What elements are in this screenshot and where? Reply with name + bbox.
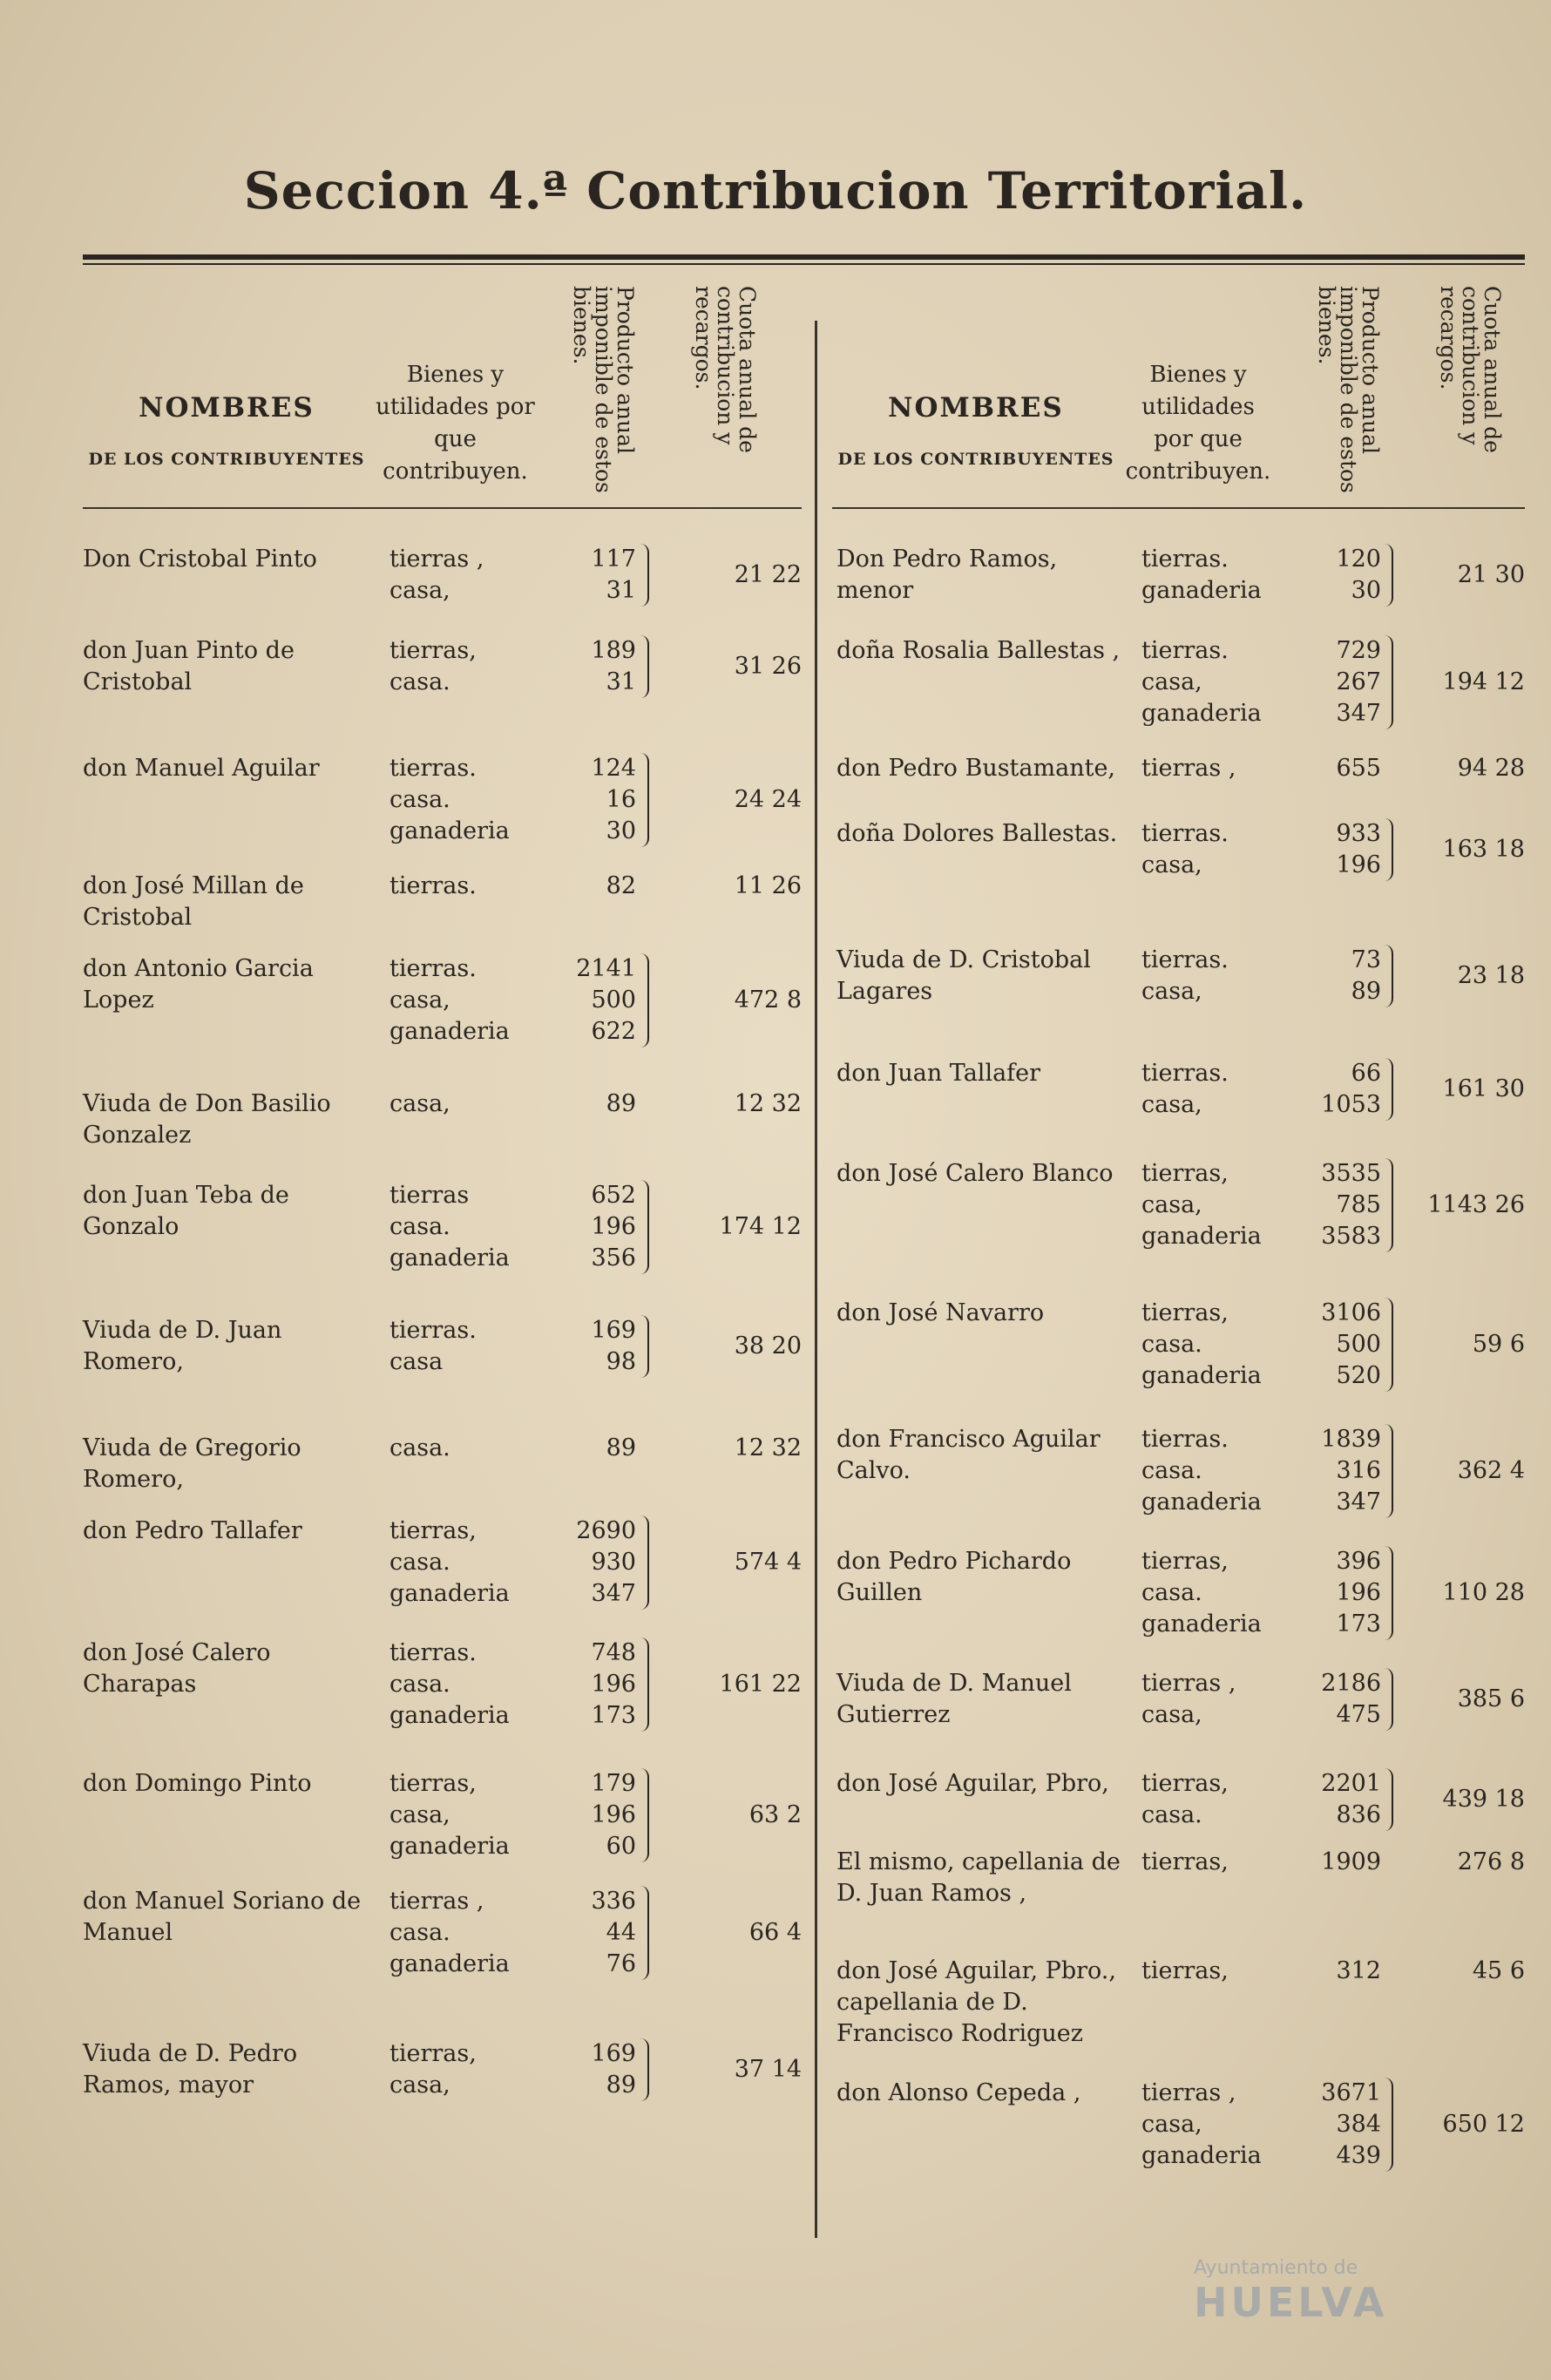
cuota-value: 11 26 (734, 872, 802, 899)
goods-item: ganaderia (1141, 700, 1262, 727)
cuota-value: 439 18 (1442, 1786, 1525, 1813)
goods-list (389, 1768, 510, 1862)
cuota-value: 12 32 (734, 1090, 802, 1117)
cuota-value: 650 12 (1442, 2111, 1525, 2138)
goods-item: tierras , (1141, 755, 1236, 782)
brace (640, 1180, 649, 1274)
goods-item: ganaderia (389, 817, 510, 844)
contributor-name: don Domingo Pinto (83, 1770, 312, 1797)
product-value: 836 (1336, 1801, 1381, 1828)
goods-item: casa. (389, 1671, 450, 1698)
header-producto: Producto anual imponible de estos bienes. (1314, 286, 1383, 493)
product-value: 60 (606, 1833, 636, 1860)
product-value: 384 (1336, 2111, 1381, 2138)
goods-item: ganaderia (1141, 1362, 1262, 1389)
product-values (1285, 544, 1381, 607)
goods-item: casa, (389, 1801, 450, 1828)
goods-list (1141, 1424, 1262, 1518)
product-value: 312 (1336, 1957, 1381, 1984)
product-value: 785 (1336, 1191, 1381, 1218)
goods-list (1141, 1158, 1262, 1252)
contributor-name: don Manuel Soriano de Manuel (83, 1888, 362, 1946)
contributor-name: don Juan Teba de Gonzalo (83, 1182, 289, 1240)
right-table-header (832, 279, 1525, 509)
goods-item: ganaderia (1141, 1610, 1262, 1638)
goods-list (1141, 1058, 1229, 1121)
contributor-name: doña Dolores Ballestas. (836, 820, 1118, 847)
goods-list (389, 1886, 510, 1980)
product-value: 189 (591, 637, 636, 664)
goods-item: ganaderia (1141, 1223, 1262, 1250)
product-value: 655 (1336, 755, 1381, 782)
goods-item: casa, (389, 577, 450, 604)
product-values (558, 1638, 636, 1732)
product-values (1285, 1956, 1381, 1987)
goods-list (1141, 1298, 1262, 1392)
goods-item: tierras. (1141, 637, 1229, 664)
cuota-value: 362 4 (1457, 1457, 1525, 1484)
cuota-value: 574 4 (734, 1549, 802, 1576)
product-value: 347 (591, 1580, 636, 1607)
product-value: 316 (1336, 1457, 1381, 1484)
goods-item: casa. (389, 1213, 450, 1240)
header-bienes: Bienes y utilidades por que contribuyen. (1125, 362, 1271, 485)
brace (1385, 1424, 1393, 1518)
cuota-value: 174 12 (719, 1213, 802, 1240)
product-value: 347 (1336, 1488, 1381, 1515)
goods-item: tierras, (389, 1770, 477, 1797)
contributor-name: doña Rosalia Ballestas , (836, 637, 1121, 664)
goods-list (389, 1433, 450, 1464)
goods-list (389, 1515, 510, 1610)
goods-item: tierras, (1141, 1299, 1229, 1326)
product-value: 196 (591, 1213, 636, 1240)
goods-list (389, 635, 477, 698)
goods-item: tierras. (1141, 820, 1229, 847)
product-value: 196 (1336, 1579, 1381, 1606)
goods-item: casa, (389, 987, 450, 1014)
contributor-name: Viuda de D. Pedro Ramos, mayor (83, 2040, 298, 2099)
brace (640, 753, 649, 847)
goods-item: casa (389, 1348, 444, 1375)
goods-list (389, 2038, 477, 2101)
cuota-value: 23 18 (1457, 962, 1525, 989)
goods-item: tierras (389, 1182, 470, 1209)
contributor-name: don Pedro Tallafer (83, 1517, 302, 1544)
product-values (558, 1515, 636, 1610)
product-values (1285, 1668, 1381, 1731)
product-value: 729 (1336, 637, 1381, 664)
goods-item: casa, (1141, 851, 1202, 878)
contributor-name: don Manuel Aguilar (83, 755, 320, 782)
title-rule-thin (83, 263, 1525, 265)
brace (1385, 2078, 1393, 2172)
product-value: 1839 (1321, 1426, 1381, 1453)
product-values (558, 753, 636, 847)
goods-list (389, 753, 510, 847)
product-value: 89 (606, 1434, 636, 1461)
goods-item: ganaderia (1141, 577, 1262, 604)
goods-item: tierras. (389, 955, 477, 982)
contributor-name: don José Millan de Cristobal (83, 872, 304, 931)
product-value: 89 (1351, 978, 1381, 1005)
brace (640, 544, 649, 607)
goods-item: tierras. (1141, 1060, 1229, 1087)
column-divider (815, 321, 817, 2238)
goods-item: casa. (1141, 1457, 1202, 1484)
goods-list (1141, 753, 1236, 784)
cuota-value: 21 22 (734, 561, 802, 588)
cuota-value: 21 30 (1457, 561, 1525, 588)
goods-item: casa, (1141, 1701, 1202, 1728)
goods-item: tierras, (389, 637, 477, 664)
cuota-value: 472 8 (734, 987, 802, 1014)
cuota-value: 385 6 (1457, 1685, 1525, 1712)
goods-item: tierras, (1141, 1957, 1229, 1984)
product-value: 1909 (1321, 1848, 1381, 1875)
product-value: 124 (591, 755, 636, 782)
goods-item: ganaderia (389, 1702, 510, 1729)
product-value: 89 (606, 2071, 636, 2099)
goods-item: ganaderia (389, 1950, 510, 1977)
goods-item: ganaderia (389, 1244, 510, 1271)
goods-item: casa, (1141, 668, 1202, 695)
contributor-name: don José Calero Charapas (83, 1639, 271, 1698)
brace (1385, 1158, 1393, 1252)
product-value: 82 (606, 872, 636, 899)
brace (640, 1886, 649, 1980)
cuota-value: 37 14 (734, 2056, 802, 2083)
product-value: 120 (1336, 546, 1381, 573)
product-values (1285, 1768, 1381, 1831)
product-value: 336 (591, 1888, 636, 1915)
product-value: 520 (1336, 1362, 1381, 1389)
product-value: 2141 (576, 955, 636, 982)
product-values (558, 544, 636, 607)
goods-item: casa, (389, 2071, 450, 2099)
product-values (558, 1180, 636, 1274)
product-value: 439 (1336, 2142, 1381, 2169)
goods-item: ganaderia (1141, 1488, 1262, 1515)
goods-item: tierras. (389, 872, 477, 899)
product-value: 89 (606, 1090, 636, 1117)
brace (1385, 818, 1393, 881)
header-names: NOMBRES DE LOS CONTRIBUYENTES (88, 392, 365, 469)
contributor-name: don Alonso Cepeda , (836, 2079, 1081, 2106)
product-value: 169 (591, 1317, 636, 1344)
product-value: 117 (591, 546, 636, 573)
product-value: 44 (606, 1919, 636, 1946)
cuota-value: 1143 26 (1427, 1191, 1525, 1218)
cuota-value: 194 12 (1442, 668, 1525, 695)
goods-item: tierras, (1141, 1548, 1229, 1575)
brace (1385, 1668, 1393, 1731)
product-value: 748 (591, 1639, 636, 1666)
cuota-value: 38 20 (734, 1332, 802, 1360)
goods-item: tierras , (389, 1888, 484, 1915)
section-title: Seccion 4.ª Contribucion Territorial. (243, 161, 1308, 220)
goods-item: tierras. (1141, 546, 1229, 573)
product-value: 930 (591, 1549, 636, 1576)
goods-item: tierras , (1141, 1670, 1236, 1697)
goods-item: casa. (1141, 1579, 1202, 1606)
cuota-value: 163 18 (1442, 836, 1525, 863)
goods-list (1141, 1546, 1262, 1640)
product-value: 66 (1351, 1060, 1381, 1087)
contributor-name: don Juan Pinto de Cristobal (83, 637, 295, 695)
product-value: 2690 (576, 1517, 636, 1544)
cuota-value: 110 28 (1442, 1579, 1525, 1606)
cuota-value: 66 4 (748, 1919, 802, 1946)
cuota-value: 12 32 (734, 1434, 802, 1461)
product-value: 173 (591, 1702, 636, 1729)
goods-item: casa, (1141, 2111, 1202, 2138)
product-values (558, 635, 636, 698)
product-value: 16 (606, 786, 636, 813)
goods-item: tierras. (1141, 1426, 1229, 1453)
product-value: 98 (606, 1348, 636, 1375)
cuota-value: 94 28 (1457, 755, 1525, 782)
product-values (1285, 818, 1381, 881)
product-value: 652 (591, 1182, 636, 1209)
goods-item: casa. (389, 786, 450, 813)
goods-item: casa, (1141, 978, 1202, 1005)
product-values (558, 953, 636, 1048)
product-values (558, 1433, 636, 1464)
goods-item: casa, (1141, 1091, 1202, 1118)
left-table (83, 279, 802, 2099)
product-value: 31 (606, 668, 636, 695)
product-value: 500 (1336, 1331, 1381, 1358)
goods-list (1141, 1847, 1229, 1878)
goods-list (389, 544, 484, 607)
brace (1385, 1546, 1393, 1640)
product-values (558, 871, 636, 902)
brace (640, 1315, 649, 1378)
product-value: 3535 (1321, 1160, 1381, 1187)
brace (1385, 1298, 1393, 1392)
product-value: 30 (1351, 577, 1381, 604)
product-value: 196 (591, 1801, 636, 1828)
goods-item: casa. (1141, 1331, 1202, 1358)
goods-item: tierras, (389, 1517, 477, 1544)
product-values (1285, 1058, 1381, 1121)
contributor-name: don José Navarro (836, 1299, 1045, 1326)
goods-item: ganaderia (389, 1580, 510, 1607)
goods-list (1141, 1956, 1229, 1987)
product-value: 475 (1336, 1701, 1381, 1728)
contributor-name: Viuda de D. Cristobal Lagares (836, 946, 1091, 1005)
cuota-value: 161 30 (1442, 1075, 1525, 1102)
contributor-name: Viuda de Don Basilio Gonzalez (83, 1090, 331, 1149)
goods-list (1141, 1668, 1236, 1731)
goods-list (1141, 635, 1262, 729)
goods-item: tierras, (1141, 1770, 1229, 1797)
goods-item: casa. (389, 668, 450, 695)
product-value: 76 (606, 1950, 636, 1977)
product-value: 2186 (1321, 1670, 1381, 1697)
goods-item: casa, (1141, 1191, 1202, 1218)
contributor-name: don Juan Tallafer (836, 1060, 1041, 1087)
contributor-name: Don Cristobal Pinto (83, 546, 317, 573)
goods-list (1141, 544, 1262, 607)
goods-item: tierras. (1141, 946, 1229, 973)
product-value: 196 (591, 1671, 636, 1698)
product-value: 173 (1336, 1610, 1381, 1638)
brace (1385, 1058, 1393, 1121)
contributor-name: El mismo, capellania de D. Juan Ramos , (836, 1848, 1121, 1907)
title-rule (83, 254, 1525, 260)
goods-item: tierras, (389, 2040, 477, 2067)
contributor-name: Viuda de D. Manuel Gutierrez (836, 1670, 1072, 1728)
product-values (558, 1088, 636, 1120)
cuota-value: 31 26 (734, 653, 802, 680)
product-value: 1053 (1321, 1091, 1381, 1118)
goods-item: casa, (389, 1090, 450, 1117)
watermark-seal: Ayuntamiento de HUELVA (1194, 2257, 1388, 2326)
goods-list (1141, 1768, 1229, 1831)
contributor-name: don José Aguilar, Pbro, (836, 1770, 1109, 1797)
brace (1385, 635, 1393, 729)
goods-item: ganaderia (389, 1833, 510, 1860)
goods-item: casa. (389, 1919, 450, 1946)
contributor-name: don Pedro Pichardo Guillen (836, 1548, 1072, 1606)
product-values (1285, 1298, 1381, 1392)
goods-list (1141, 945, 1229, 1007)
header-producto: Producto anual imponible de estos bienes. (569, 286, 638, 493)
product-value: 196 (1336, 851, 1381, 878)
product-values (558, 2038, 636, 2101)
product-value: 933 (1336, 820, 1381, 847)
right-table (832, 279, 1525, 2169)
product-value: 396 (1336, 1548, 1381, 1575)
brace (640, 2038, 649, 2101)
goods-item: tierras. (389, 1639, 477, 1666)
left-table-header (83, 279, 802, 509)
product-values (558, 1886, 636, 1980)
goods-list (1141, 2078, 1262, 2172)
contributor-name: Don Pedro Ramos, menor (836, 546, 1058, 604)
product-value: 267 (1336, 668, 1381, 695)
product-value: 73 (1351, 946, 1381, 973)
header-bienes: Bienes y utilidades por que contribuyen. (376, 362, 535, 485)
contributor-name: Viuda de Gregorio Romero, (83, 1434, 301, 1493)
contributor-name: don Pedro Bustamante, (836, 755, 1116, 782)
header-cuota: Cuota anual de contribucion y recargos. (691, 286, 760, 453)
contributor-name: don Francisco Aguilar Calvo. (836, 1426, 1101, 1484)
goods-list (1141, 818, 1229, 881)
product-value: 179 (591, 1770, 636, 1797)
product-value: 2201 (1321, 1770, 1381, 1797)
product-values (1285, 1546, 1381, 1640)
product-value: 3583 (1321, 1223, 1381, 1250)
brace (1385, 1768, 1393, 1831)
goods-item: tierras. (389, 1317, 477, 1344)
goods-item: tierras , (1141, 2079, 1236, 2106)
brace (640, 1515, 649, 1610)
header-cuota: Cuota anual de contribucion y recargos. (1436, 286, 1505, 453)
goods-list (389, 953, 510, 1048)
product-value: 31 (606, 577, 636, 604)
product-values (1285, 635, 1381, 729)
product-values (1285, 2078, 1381, 2172)
product-value: 30 (606, 817, 636, 844)
brace (640, 635, 649, 698)
brace (640, 1638, 649, 1732)
contributor-name: don José Calero Blanco (836, 1160, 1114, 1187)
brace (640, 1768, 649, 1862)
product-values (558, 1315, 636, 1378)
brace (1385, 945, 1393, 1007)
goods-item: casa. (389, 1549, 450, 1576)
brace (1385, 544, 1393, 607)
cuota-value: 59 6 (1472, 1331, 1525, 1358)
cuota-value: 24 24 (734, 786, 802, 813)
goods-item: tierras, (1141, 1160, 1229, 1187)
brace (640, 953, 649, 1048)
goods-list (389, 1638, 510, 1732)
cuota-value: 161 22 (719, 1671, 802, 1698)
goods-list (389, 871, 477, 902)
goods-item: ganaderia (1141, 2142, 1262, 2169)
product-value: 3671 (1321, 2079, 1381, 2106)
product-value: 500 (591, 987, 636, 1014)
product-values (1285, 1424, 1381, 1518)
contributor-name: don José Aguilar, Pbro., capellania de D. Francisco Rodriguez (836, 1957, 1116, 2047)
goods-item: ganaderia (389, 1018, 510, 1045)
product-values (1285, 1847, 1381, 1878)
cuota-value: 276 8 (1457, 1848, 1525, 1875)
header-names: NOMBRES DE LOS CONTRIBUYENTES (837, 392, 1114, 469)
goods-item: casa. (1141, 1801, 1202, 1828)
contributor-name: don Antonio Garcia Lopez (83, 955, 314, 1014)
product-values (1285, 753, 1381, 784)
product-value: 3106 (1321, 1299, 1381, 1326)
product-value: 169 (591, 2040, 636, 2067)
contributor-name: Viuda de D. Juan Romero, (83, 1317, 282, 1375)
goods-item: tierras , (389, 546, 484, 573)
goods-item: tierras, (1141, 1848, 1229, 1875)
goods-list (389, 1315, 477, 1378)
product-values (558, 1768, 636, 1862)
product-value: 622 (591, 1018, 636, 1045)
product-values (1285, 945, 1381, 1007)
product-value: 347 (1336, 700, 1381, 727)
goods-list (389, 1180, 510, 1274)
cuota-value: 63 2 (748, 1801, 802, 1828)
product-values (1285, 1158, 1381, 1252)
goods-list (389, 1088, 450, 1120)
product-value: 356 (591, 1244, 636, 1271)
goods-item: tierras. (389, 755, 477, 782)
goods-item: casa. (389, 1434, 450, 1461)
cuota-value: 45 6 (1472, 1957, 1525, 1984)
